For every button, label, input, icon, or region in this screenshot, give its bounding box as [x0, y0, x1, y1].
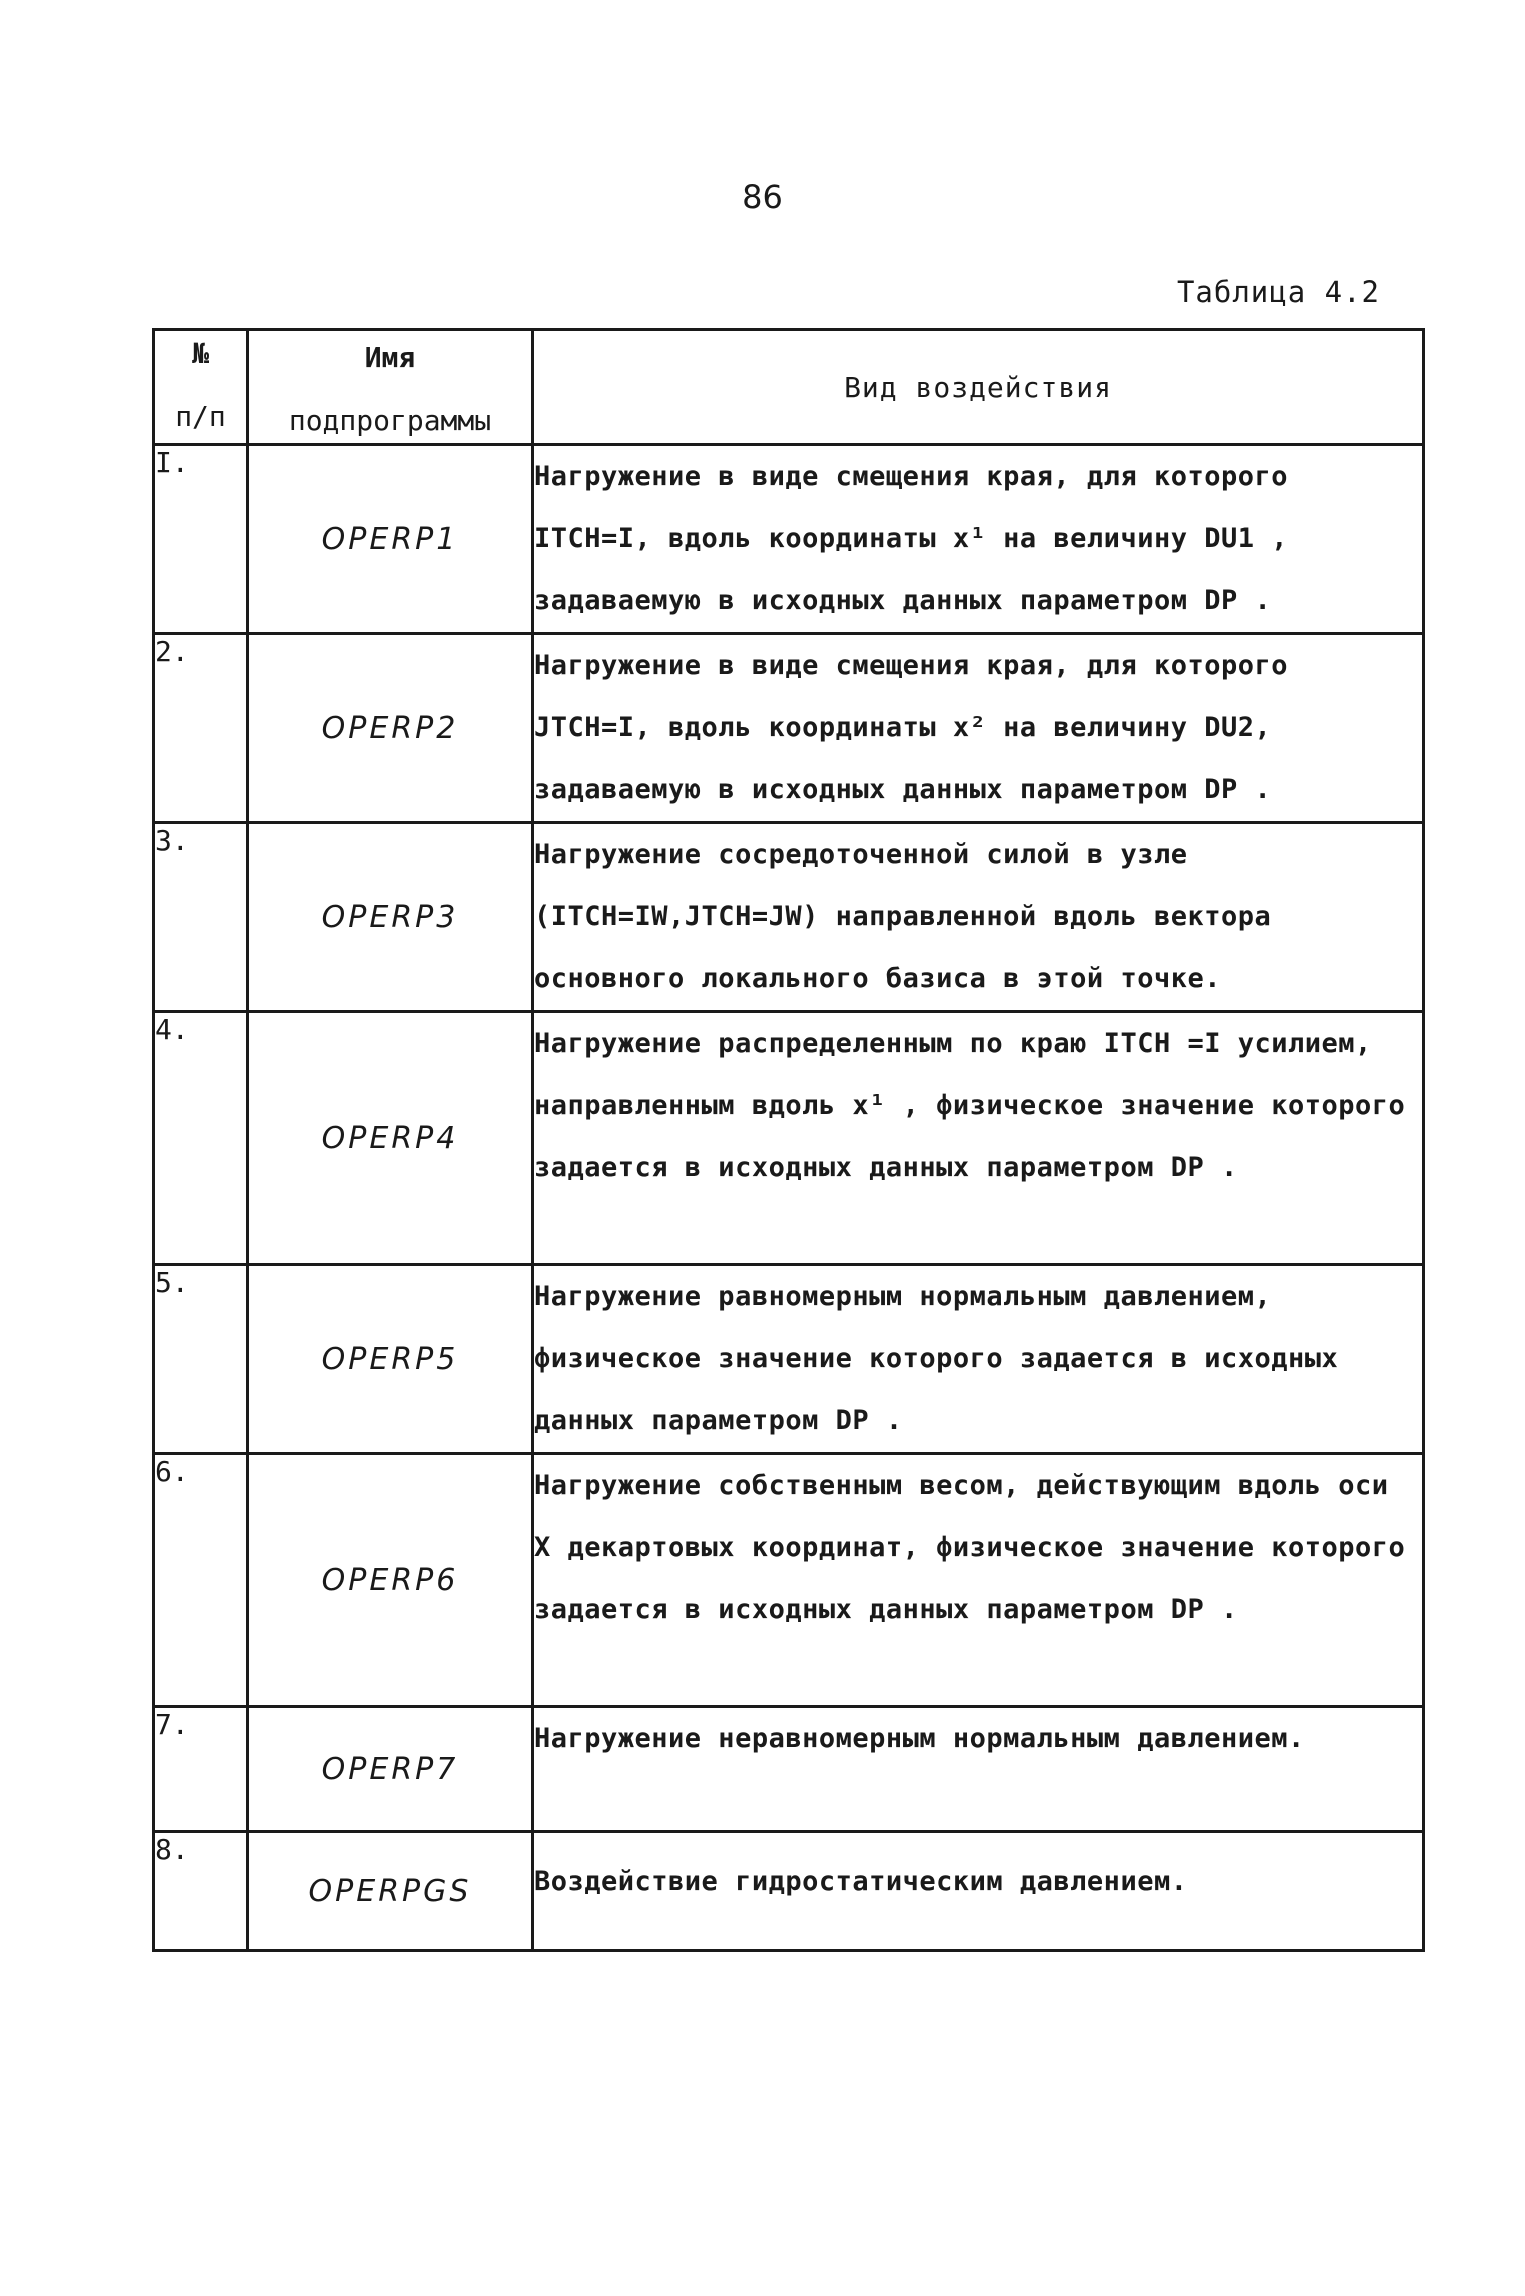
- header-number-cell: [154, 330, 248, 445]
- table-caption: Таблица 4.2: [1176, 275, 1380, 309]
- table-row: [154, 1832, 1424, 1951]
- page-number: 86: [742, 178, 783, 216]
- row-number: 8.: [154, 1832, 248, 1951]
- row-description: Нагружение неравномерным нормальным давлением.: [533, 1707, 1424, 1832]
- table-row: [154, 1707, 1424, 1832]
- subroutine-name: OPERP4: [248, 1012, 533, 1265]
- row-number: 5.: [154, 1265, 248, 1454]
- row-description: Нагружение в виде смещения края, для которого JTCH=I, вдоль координаты x² на величину DU2, задаваемую в исходных данных параметром DP .: [533, 634, 1424, 823]
- row-description: Воздействие гидростатическим давлением.: [533, 1832, 1424, 1951]
- row-number: 7.: [154, 1707, 248, 1832]
- header-number-symbol: №: [192, 337, 209, 370]
- row-number: 6.: [154, 1454, 248, 1707]
- row-number: 3.: [154, 823, 248, 1012]
- table-row: [154, 1265, 1424, 1454]
- row-description: Нагружение сосредоточенной силой в узле (ITCH=IW,JTCH=JW) направленной вдоль вектора основного локального базиса в этой точке.: [533, 823, 1424, 1012]
- subroutine-name: OPERP1: [248, 445, 533, 634]
- header-number-label: п/п: [175, 400, 226, 433]
- subroutine-table: [152, 328, 1425, 1952]
- row-number: I.: [154, 445, 248, 634]
- subroutine-name: OPERP7: [248, 1707, 533, 1832]
- table-row: [154, 634, 1424, 823]
- subroutine-name: OPERPGS: [248, 1832, 533, 1951]
- row-description: Нагружение распределенным по краю ITCH =I усилием, направленным вдоль x¹ , физическое значение которого задается в исходных данных параметром DP .: [533, 1012, 1424, 1265]
- subroutine-name: OPERP6: [248, 1454, 533, 1707]
- row-description: Нагружение в виде смещения края, для которого ITCH=I, вдоль координаты x¹ на величину DU1 , задаваемую в исходных данных параметром DP .: [533, 445, 1424, 634]
- subroutine-name: OPERP5: [248, 1265, 533, 1454]
- header-name-line2: подпрограммы: [288, 404, 492, 437]
- table-header-row: [154, 330, 1424, 445]
- subroutine-name: OPERP2: [248, 634, 533, 823]
- subroutine-name: OPERP3: [248, 823, 533, 1012]
- table-row: [154, 1012, 1424, 1265]
- table-row: [154, 823, 1424, 1012]
- table-row: [154, 445, 1424, 634]
- row-number: 4.: [154, 1012, 248, 1265]
- header-name-line1: Имя: [364, 341, 416, 374]
- row-description: Нагружение равномерным нормальным давлением, физическое значение которого задается в исходных данных параметром DP .: [533, 1265, 1424, 1454]
- header-name-cell: [248, 330, 533, 445]
- row-description: Нагружение собственным весом, действующим вдоль оси X декартовых координат, физическое значение которого задается в исходных данных параметром DP .: [533, 1454, 1424, 1707]
- header-description-cell: Вид воздействия: [533, 330, 1424, 445]
- row-number: 2.: [154, 634, 248, 823]
- table-row: [154, 1454, 1424, 1707]
